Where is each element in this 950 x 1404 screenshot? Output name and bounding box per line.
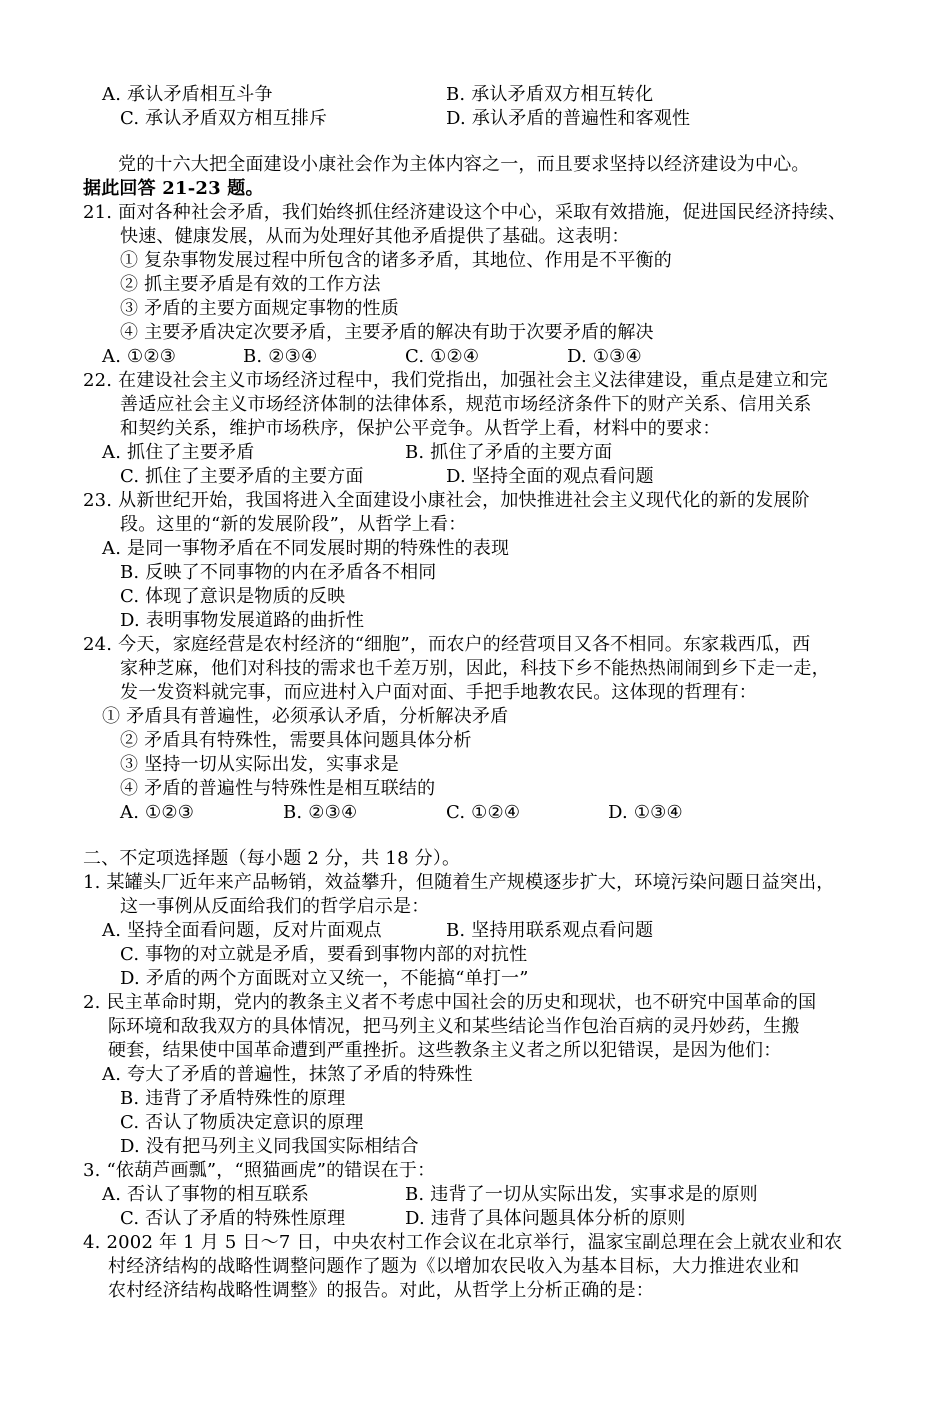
s2q4-stem-1: 4. 2002 年 1 月 5 日～7 日，中央农村工作会议在北京举行，温家宝副总理在会上就农业和农 xyxy=(83,1232,843,1253)
s2q1-option-b: B. 坚持用联系观点看问题 xyxy=(446,920,654,941)
q24-item-1: ① 矛盾具有普遍性，必须承认矛盾，分析解决矛盾 xyxy=(102,706,509,727)
q21-item-1: ① 复杂事物发展过程中所包含的诸多矛盾，其地位、作用是不平衡的 xyxy=(120,250,672,271)
q24-option-c: C. ①②④ xyxy=(446,802,521,823)
s2q3-option-b: B. 违背了一切从实际出发，实事求是的原则 xyxy=(405,1184,758,1205)
q23-option-d: D. 表明事物发展道路的曲折性 xyxy=(120,610,365,631)
q21-item-2: ② 抓主要矛盾是有效的工作方法 xyxy=(120,274,381,295)
q23-stem-1: 23. 从新世纪开始，我国将进入全面建设小康社会，加快推进社会主义现代化的新的发展阶 xyxy=(83,490,810,511)
q21-item-4: ④ 主要矛盾决定次要矛盾，主要矛盾的解决有助于次要矛盾的解决 xyxy=(120,322,654,343)
q24-stem-3: 发一发资料就完事，而应进村入户面对面、手把手地教农民。这体现的哲理有： xyxy=(120,682,757,703)
s2q3-stem-1: 3. “依葫芦画瓢”，“照猫画虎”的错误在于： xyxy=(83,1160,436,1181)
q20-option-d: D. 承认矛盾的普遍性和客观性 xyxy=(446,108,691,129)
q24-item-3: ③ 坚持一切从实际出发，实事求是 xyxy=(120,754,399,775)
s2q3-option-a: A. 否认了事物的相互联系 xyxy=(102,1184,310,1205)
s2q1-stem-2: 这一事例从反面给我们的哲学启示是： xyxy=(120,896,430,917)
s2q2-stem-2: 际环境和敌我双方的具体情况，把马列主义和某些结论当作包治百病的灵丹妙药，生搬 xyxy=(108,1016,800,1037)
s2q3-option-c: C. 否认了矛盾的特殊性原理 xyxy=(120,1208,346,1229)
q20-option-c: C. 承认矛盾双方相互排斥 xyxy=(120,108,328,129)
section-2-title: 二、不定项选择题（每小题 2 分，共 18 分）。 xyxy=(83,848,461,869)
q23-option-a: A. 是同一事物矛盾在不同发展时期的特殊性的表现 xyxy=(102,538,510,559)
q22-option-d: D. 坚持全面的观点看问题 xyxy=(446,466,654,487)
q21-option-a: A. ①②③ xyxy=(102,346,177,367)
q24-option-d: D. ①③④ xyxy=(608,802,683,823)
q24-item-2: ② 矛盾具有特殊性，需要具体问题具体分析 xyxy=(120,730,472,751)
intro-line-1: 党的十六大把全面建设小康社会作为主体内容之一，而且要求坚持以经济建设为中心。 xyxy=(118,154,810,175)
s2q1-option-a: A. 坚持全面看问题，反对片面观点 xyxy=(102,920,382,941)
q24-stem-1: 24. 今天，家庭经营是农村经济的“细胞”，而农户的经营项目又各不相同。东家栽西瓜，西 xyxy=(83,634,811,655)
s2q2-stem-3: 硬套，结果使中国革命遭到严重挫折。这些教条主义者之所以犯错误，是因为他们： xyxy=(108,1040,782,1061)
s2q1-option-d: D. 矛盾的两个方面既对立又统一，不能搞“单打一” xyxy=(120,968,529,989)
s2q2-stem-1: 2. 民主革命时期，党内的教条主义者不考虑中国社会的历史和现状，也不研究中国革命的国 xyxy=(83,992,817,1013)
q24-item-4: ④ 矛盾的普遍性与特殊性是相互联结的 xyxy=(120,778,436,799)
s2q2-option-c: C. 否认了物质决定意识的原理 xyxy=(120,1112,364,1133)
q24-stem-2: 家种芝麻，他们对科技的需求也千差万别，因此，科技下乡不能热热闹闹到乡下走一走， xyxy=(120,658,830,679)
q23-stem-2: 段。这里的“新的发展阶段”，从哲学上看： xyxy=(120,514,467,535)
q21-stem-2: 快速、健康发展，从而为处理好其他矛盾提供了基础。这表明： xyxy=(120,226,630,247)
s2q4-stem-3: 农村经济结构战略性调整》的报告。对此，从哲学上分析正确的是： xyxy=(108,1280,654,1301)
s2q2-option-d: D. 没有把马列主义同我国实际相结合 xyxy=(120,1136,419,1157)
q22-stem-2: 善适应社会主义市场经济体制的法律体系，规范市场经济条件下的财产关系、信用关系 xyxy=(120,394,812,415)
q22-option-a: A. 抓住了主要矛盾 xyxy=(102,442,255,463)
intro-line-2: 据此回答 21-23 题。 xyxy=(83,178,264,199)
q21-option-c: C. ①②④ xyxy=(405,346,480,367)
q20-option-b: B. 承认矛盾双方相互转化 xyxy=(446,84,654,105)
q22-stem-3: 和契约关系，维护市场秩序，保护公平竞争。从哲学上看，材料中的要求： xyxy=(120,418,721,439)
q23-option-b: B. 反映了不同事物的内在矛盾各不相同 xyxy=(120,562,437,583)
s2q4-stem-2: 村经济结构的战略性调整问题作了题为《以增加农民收入为基本目标，大力推进农业和 xyxy=(108,1256,800,1277)
q24-option-a: A. ①②③ xyxy=(120,802,195,823)
q22-option-c: C. 抓住了主要矛盾的主要方面 xyxy=(120,466,364,487)
q21-stem-1: 21. 面对各种社会矛盾，我们始终抓住经济建设这个中心，采取有效措施，促进国民经济持续、 xyxy=(83,202,847,223)
s2q2-option-a: A. 夸大了矛盾的普遍性，抹煞了矛盾的特殊性 xyxy=(102,1064,473,1085)
q22-stem-1: 22. 在建设社会主义市场经济过程中，我们党指出，加强社会主义法律建设，重点是建立和完 xyxy=(83,370,828,391)
q20-option-a: A. 承认矛盾相互斗争 xyxy=(102,84,273,105)
s2q3-option-d: D. 违背了具体问题具体分析的原则 xyxy=(405,1208,686,1229)
q23-option-c: C. 体现了意识是物质的反映 xyxy=(120,586,346,607)
q22-option-b: B. 抓住了矛盾的主要方面 xyxy=(405,442,613,463)
s2q1-option-c: C. 事物的对立就是矛盾，要看到事物内部的对抗性 xyxy=(120,944,528,965)
s2q2-option-b: B. 违背了矛盾特殊性的原理 xyxy=(120,1088,346,1109)
s2q1-stem-1: 1. 某罐头厂近年来产品畅销，效益攀升，但随着生产规模逐步扩大，环境污染问题日益突出， xyxy=(83,872,835,893)
q21-option-d: D. ①③④ xyxy=(567,346,642,367)
q21-item-3: ③ 矛盾的主要方面规定事物的性质 xyxy=(120,298,399,319)
q21-option-b: B. ②③④ xyxy=(243,346,318,367)
q24-option-b: B. ②③④ xyxy=(283,802,358,823)
